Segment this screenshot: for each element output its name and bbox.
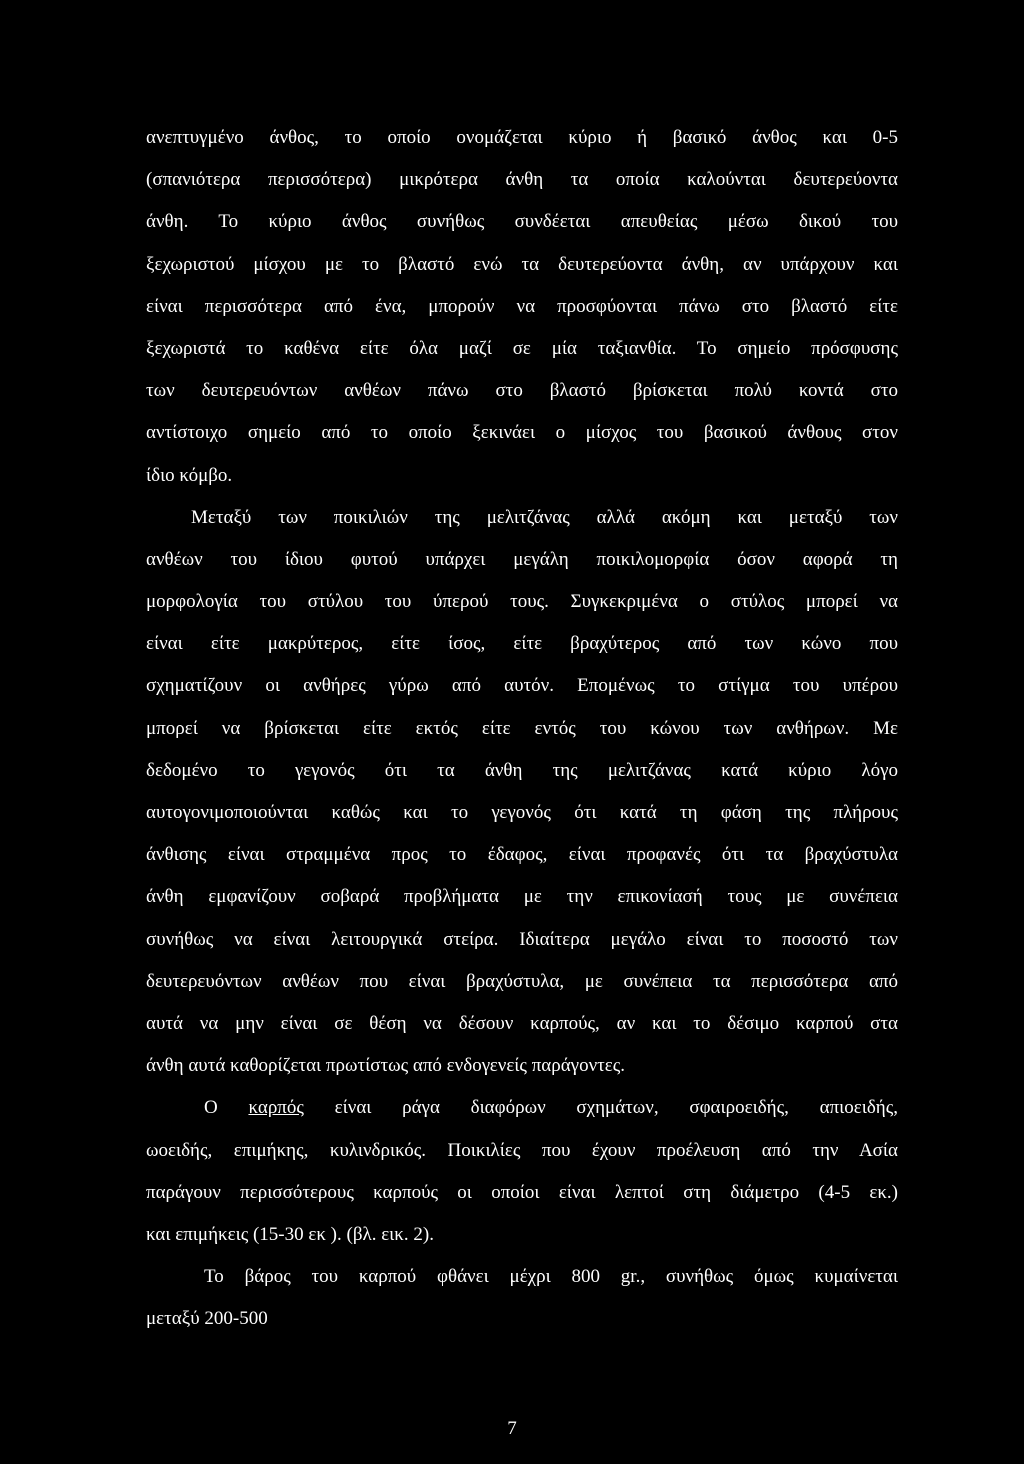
text-line: συνήθως να είναι λειτουργικά στείρα. Ιδιαίτερα μεγάλο είναι το ποσοστό των — [146, 928, 898, 950]
text-line: Το βάρος του καρπού φθάνει μέχρι 800 gr., συνήθως όμως κυμαίνεται — [204, 1266, 898, 1288]
text-line: αυτογονιμοποιούνται καθώς και το γεγονός ότι κατά τη φάση της πλήρους — [146, 802, 898, 823]
text-line: ωοειδής, επιμήκης, κυλινδρικός. Ποικιλίες που έχουν προέλευση από την Ασία — [146, 1139, 898, 1161]
text-line: μπορεί να βρίσκεται είτε εκτός είτε εντός του κώνου των ανθήρων. Με — [146, 717, 898, 739]
text-line: είναι περισσότερα από ένα, μπορούν να προσφύονται πάνω στο βλαστό είτε — [146, 295, 898, 317]
text-line: ίδιο κόμβο. — [146, 464, 233, 486]
text-line — [146, 1087, 898, 1129]
text-line: ξεχωριστά το καθένα είτε όλα μαζί σε μία ταξιανθία. Το σημείο πρόσφυσης — [146, 337, 898, 359]
text-line: ξεχωριστού μίσχου με το βλαστό ενώ τα δευτερεύοντα άνθη, αν υπάρχουν και — [146, 253, 898, 275]
page-number: 7 — [507, 1418, 517, 1439]
text-line: μεταξύ 200-500 — [146, 1308, 268, 1330]
paragraph-1 — [146, 117, 898, 497]
text-line: είναι είτε μακρύτερος, είτε ίσος, είτε βραχύτερος από των κώνο που — [146, 633, 898, 655]
text-line: δεδομένο το γεγονός ότι τα άνθη της μελιτζάνας κατά κύριο λόγο — [146, 759, 898, 781]
text-line: των δευτερευόντων ανθέων πάνω στο βλαστό βρίσκεται πολύ κοντά στο — [146, 380, 898, 402]
text-line: αυτά να μην είναι σε θέση να δέσουν καρπούς, αν και το δέσιμο καρπού στα — [146, 1012, 898, 1034]
paragraph-3 — [146, 1087, 898, 1256]
text-line: ανθέων του ίδιου φυτού υπάρχει μεγάλη ποικιλομορφία όσον αφορά τη — [146, 548, 898, 570]
text-fragment: Ο — [204, 1097, 249, 1119]
document-page — [146, 117, 898, 1340]
text-line: και επιμήκεις (15-30 εκ ). (βλ. εικ. 2). — [146, 1223, 434, 1245]
text-line: Μεταξύ των ποικιλιών της μελιτζάνας αλλά ακόμη και μεταξύ των — [191, 506, 898, 528]
text-line: άνθη αυτά καθορίζεται πρωτίστως από ενδογενείς παράγοντες. — [146, 1055, 626, 1077]
paragraph-2 — [146, 497, 898, 1088]
text-line: αντίστοιχο σημείο από το οποίο ξεκινάει ο μίσχος του βασικού άνθους στον — [146, 422, 898, 444]
text-line: άνθη εμφανίζουν σοβαρά προβλήματα με την επικονίασή τους με συνέπεια — [146, 886, 898, 908]
text-line: σχηματίζουν οι ανθήρες γύρω από αυτόν. Επομένως το στίγμα του υπέρου — [146, 675, 898, 697]
text-line: δευτερευόντων ανθέων που είναι βραχύστυλα, με συνέπεια τα περισσότερα από — [146, 970, 898, 992]
text-line: άνθη. Το κύριο άνθος συνήθως συνδέεται απευθείας μέσω δικού του — [146, 211, 898, 233]
text-line: μορφολογία του στύλου του ύπερού τους. Συγκεκριμένα ο στύλος μπορεί να — [146, 591, 898, 613]
text-line: άνθισης είναι στραμμένα προς το έδαφος, είναι προφανές ότι τα βραχύστυλα — [146, 844, 898, 866]
underlined-term: καρπός — [248, 1097, 304, 1119]
text-line: (σπανιότερα περισσότερα) μικρότερα άνθη τα οποία καλούνται δευτερεύοντα — [146, 169, 898, 191]
text-line: παράγουν περισσότερους καρπούς οι οποίοι είναι λεπτοί στη διάμετρο (4-5 εκ.) — [146, 1181, 898, 1203]
paragraph-4 — [146, 1256, 898, 1340]
text-fragment: είναι ράγα διαφόρων σχημάτων, σφαιροειδής, απιοειδής, — [303, 1097, 898, 1119]
text-line: ανεπτυγμένο άνθος, το οποίο ονομάζεται κύριο ή βασικό άνθος και 0-5 — [146, 127, 898, 148]
